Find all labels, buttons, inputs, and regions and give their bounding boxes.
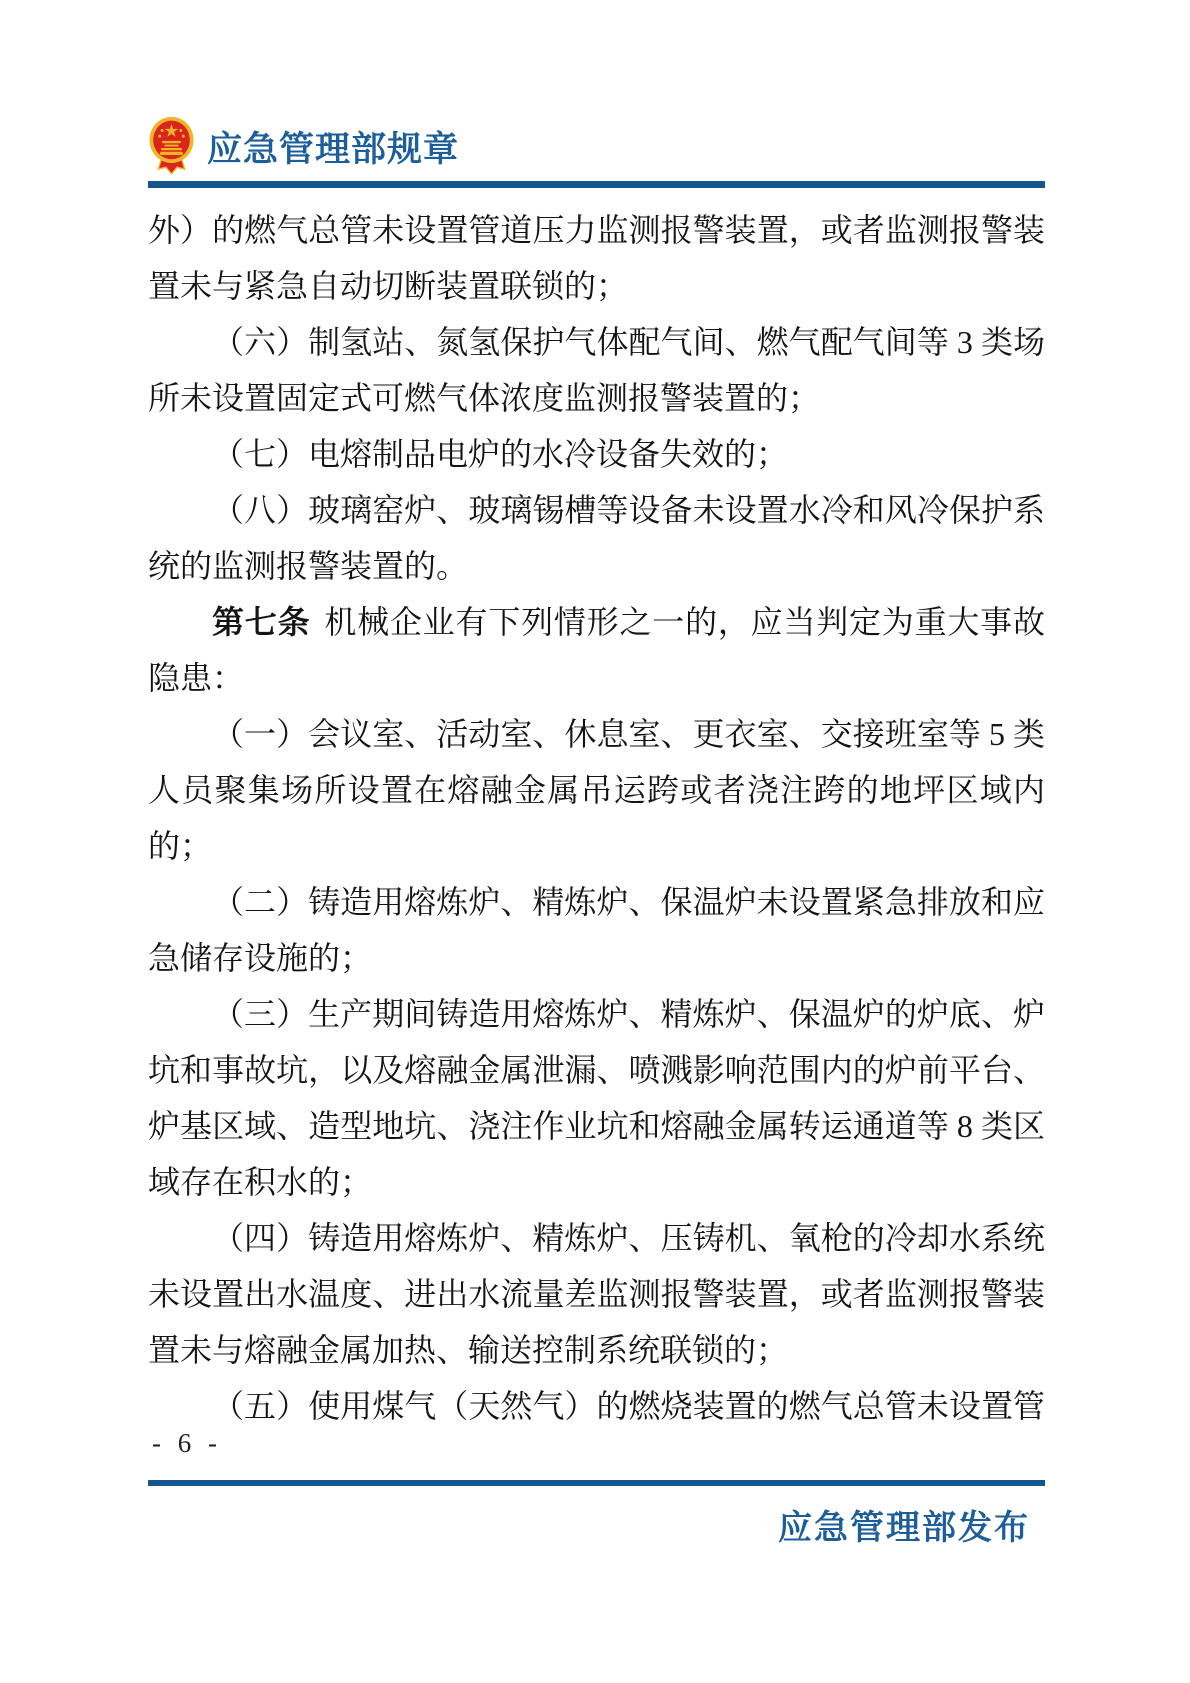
footer-divider bbox=[148, 1480, 1045, 1486]
text-line bbox=[148, 1154, 1045, 1210]
line-text: 坑和事故坑，以及熔融金属泄漏、喷溅影响范围内的炉前平台、 bbox=[148, 1052, 1045, 1088]
bold-article-number: 第七条 bbox=[212, 604, 311, 640]
text-line bbox=[148, 818, 1045, 874]
line-text: 机械企业有下列情形之一的，应当判定为重大事故 bbox=[324, 604, 1045, 640]
page-header-title: 应急管理部规章 bbox=[207, 130, 460, 169]
line-text: 人员聚集场所设置在熔融金属吊运跨或者浇注跨的地坪区域内 bbox=[148, 772, 1045, 808]
line-text: 炉基区域、造型地坑、浇注作业坑和熔融金属转运通道等 8 类区 bbox=[148, 1108, 1045, 1144]
text-line bbox=[148, 538, 1045, 594]
line-text: （二）铸造用熔炼炉、精炼炉、保温炉未设置紧急排放和应 bbox=[212, 884, 1045, 920]
line-text: （八）玻璃窑炉、玻璃锡槽等设备未设置水冷和风冷保护系 bbox=[212, 492, 1045, 528]
line-text: 域存在积水的； bbox=[148, 1164, 373, 1200]
text-line bbox=[148, 314, 1045, 370]
footer-publisher: 应急管理部发布 bbox=[778, 1509, 1030, 1547]
line-text: 的； bbox=[148, 828, 213, 864]
line-text: 隐患： bbox=[148, 660, 245, 696]
line-text: 统的监测报警装置的。 bbox=[148, 548, 469, 584]
text-line bbox=[148, 874, 1045, 930]
text-line bbox=[148, 706, 1045, 762]
line-text: 所未设置固定式可燃气体浓度监测报警装置的； bbox=[148, 380, 821, 416]
text-line bbox=[148, 202, 1045, 258]
line-text: （六）制氢站、氮氢保护气体配气间、燃气配气间等 3 类场 bbox=[212, 324, 1045, 360]
text-line bbox=[148, 1210, 1045, 1266]
national-emblem-icon bbox=[148, 116, 195, 178]
line-text: （五）使用煤气（天然气）的燃烧装置的燃气总管未设置管 bbox=[212, 1388, 1045, 1424]
text-line bbox=[148, 1098, 1045, 1154]
text-line bbox=[148, 650, 1045, 706]
text-line bbox=[148, 1322, 1045, 1378]
text-line bbox=[148, 258, 1045, 314]
document-body bbox=[148, 202, 1045, 1434]
text-line bbox=[148, 594, 1045, 650]
line-text: （三）生产期间铸造用熔炼炉、精炼炉、保温炉的炉底、炉 bbox=[212, 996, 1045, 1032]
line-text: 置未与熔融金属加热、输送控制系统联锁的； bbox=[148, 1332, 789, 1368]
line-text: （四）铸造用熔炼炉、精炼炉、压铸机、氧枪的冷却水系统 bbox=[212, 1220, 1045, 1256]
text-line bbox=[148, 370, 1045, 426]
line-text: 急储存设施的； bbox=[148, 940, 373, 976]
line-text: （七）电熔制品电炉的水冷设备失效的； bbox=[212, 436, 789, 472]
line-text: 置未与紧急自动切断装置联锁的； bbox=[148, 268, 629, 304]
line-text: 外）的燃气总管未设置管道压力监测报警装置，或者监测报警装 bbox=[148, 212, 1045, 248]
text-line bbox=[148, 1266, 1045, 1322]
header-divider bbox=[148, 181, 1045, 188]
text-line bbox=[148, 1378, 1045, 1434]
text-line bbox=[148, 986, 1045, 1042]
line-text: 未设置出水温度、进出水流量差监测报警装置，或者监测报警装 bbox=[148, 1276, 1045, 1312]
text-line bbox=[148, 482, 1045, 538]
text-line bbox=[148, 1042, 1045, 1098]
page-number: - 6 - bbox=[152, 1428, 222, 1458]
text-line bbox=[148, 762, 1045, 818]
text-line bbox=[148, 930, 1045, 986]
text-line bbox=[148, 426, 1045, 482]
line-text: （一）会议室、活动室、休息室、更衣室、交接班室等 5 类 bbox=[212, 716, 1045, 752]
page-header bbox=[148, 116, 459, 178]
